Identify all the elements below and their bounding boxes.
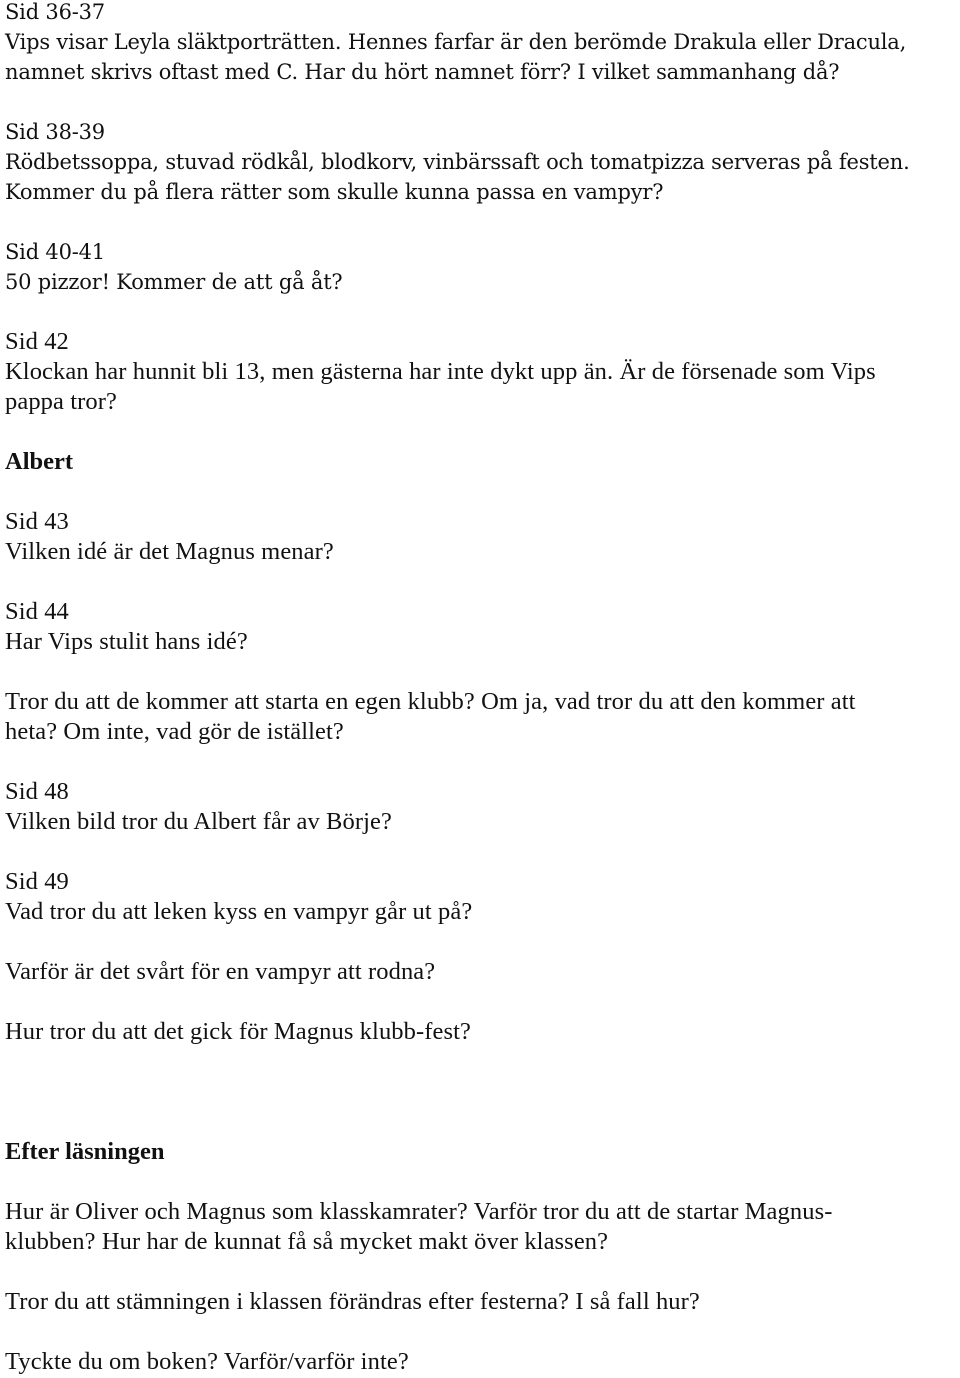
question-text: pappa tror?	[5, 388, 117, 415]
question-text: Rödbetssoppa, stuvad rödkål, blodkorv, vinbärssaft och tomatpizza serveras på festen.	[5, 150, 910, 174]
question-text: Vilken idé är det Magnus menar?	[5, 538, 334, 565]
question-text: Tror du att stämningen i klassen förändras efter festerna? I så fall hur?	[5, 1288, 700, 1315]
question-text: Hur tror du att det gick för Magnus klubb-fest?	[5, 1018, 472, 1045]
question-text: 50 pizzor! Kommer de att gå åt?	[5, 270, 343, 294]
question-text: Kommer du på flera rätter som skulle kunna passa en vampyr?	[5, 180, 664, 204]
question-text: Tyckte du om boken? Varför/varför inte?	[5, 1348, 409, 1375]
question-text: namnet skrivs oftast med C. Har du hört namnet förr? I vilket sammanhang då?	[5, 60, 840, 84]
section-heading-albert: Albert	[5, 448, 74, 475]
page-range-49: Sid 49	[5, 868, 69, 895]
question-text: Hur är Oliver och Magnus som klasskamrater? Varför tror du att de startar Magnus-	[5, 1198, 833, 1225]
question-text: heta? Om inte, vad gör de istället?	[5, 718, 344, 745]
question-text: Vilken bild tror du Albert får av Börje?	[5, 808, 392, 835]
question-text: Vips visar Leyla släktporträtten. Hennes farfar är den berömde Drakula eller Dracula,	[5, 30, 907, 54]
page-range-44: Sid 44	[5, 598, 69, 625]
page-range-43: Sid 43	[5, 508, 69, 535]
page-range-36-37: Sid 36-37	[5, 0, 105, 24]
question-text: Vad tror du att leken kyss en vampyr går ut på?	[5, 898, 473, 925]
question-text: Har Vips stulit hans idé?	[5, 628, 248, 655]
question-text: Tror du att de kommer att starta en egen klubb? Om ja, vad tror du att den kommer att	[5, 688, 856, 715]
page-range-42: Sid 42	[5, 328, 69, 355]
question-text: klubben? Hur har de kunnat få så mycket makt över klassen?	[5, 1228, 609, 1255]
question-text: Varför är det svårt för en vampyr att rodna?	[5, 958, 436, 985]
page-range-38-39: Sid 38-39	[5, 120, 105, 144]
section-heading-after-reading: Efter läsningen	[5, 1138, 165, 1165]
page-range-48: Sid 48	[5, 778, 69, 805]
question-text: Klockan har hunnit bli 13, men gästerna har inte dykt upp än. Är de försenade som Vips	[5, 358, 876, 385]
page-range-40-41: Sid 40-41	[5, 240, 105, 264]
